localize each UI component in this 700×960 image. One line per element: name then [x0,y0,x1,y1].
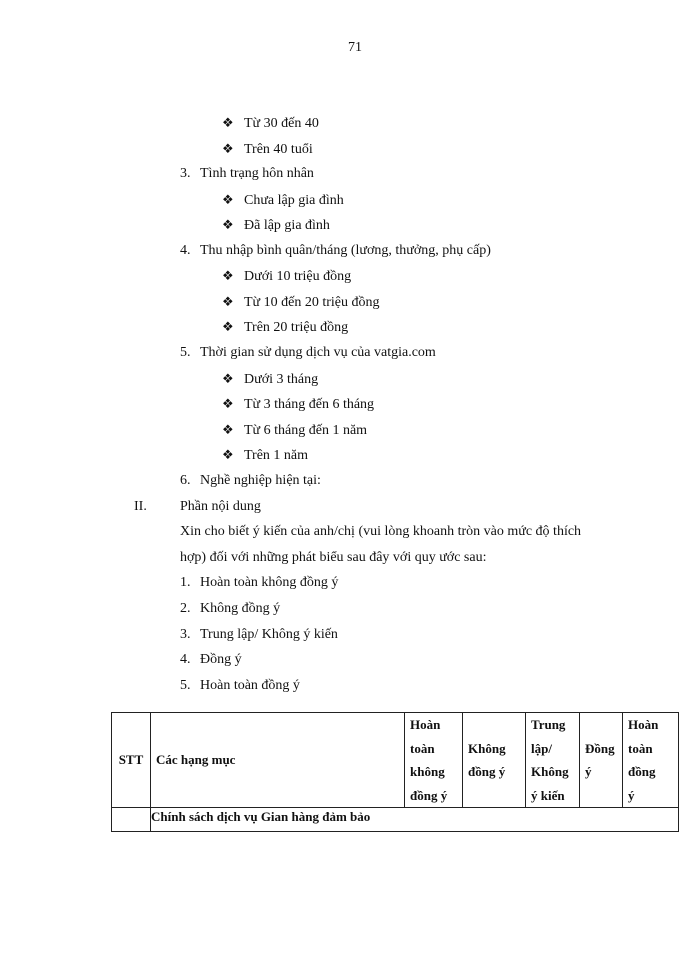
header-neutral: Trung lập/ Không ý kiến [526,713,580,808]
diamond-bullet-icon: ❖ [222,422,234,437]
scale-item: 4. Đồng ý [180,652,242,667]
diamond-bullet-icon: ❖ [222,319,234,334]
diamond-bullet-icon: ❖ [222,217,234,232]
list-item: ❖ Dưới 3 tháng [222,371,319,387]
page-number: 71 [348,40,362,55]
question-3: 3. Tình trạng hôn nhân [180,166,314,181]
header-agree: Đồng ý [580,713,623,808]
scale-item: 1. Hoàn toàn không đồng ý [180,575,339,590]
list-item: ❖ Chưa lập gia đình [222,192,344,208]
table-cell [112,808,151,832]
scale-item: 2. Không đồng ý [180,601,281,616]
question-4: 4. Thu nhập bình quân/tháng (lương, thưởng, phụ cấp) [180,243,491,258]
diamond-bullet-icon: ❖ [222,371,234,386]
list-item: ❖ Từ 3 tháng đến 6 tháng [222,396,375,412]
scale-item: 3. Trung lập/ Không ý kiến [180,627,338,642]
header-stt: STT [112,713,151,808]
diamond-bullet-icon: ❖ [222,192,234,207]
list-item: ❖ Từ 30 đến 40 [222,115,319,131]
list-item: ❖ Từ 6 tháng đến 1 năm [222,422,368,438]
diamond-bullet-icon: ❖ [222,141,234,156]
diamond-bullet-icon: ❖ [222,268,234,283]
list-item: ❖ Từ 10 đến 20 triệu đồng [222,294,380,310]
diamond-bullet-icon: ❖ [222,396,234,411]
section-heading: II. Phần nội dung [134,499,261,514]
header-strongly-agree: Hoàn toàn đồng ý [623,713,679,808]
list-item: ❖ Dưới 10 triệu đồng [222,268,352,284]
diamond-bullet-icon: ❖ [222,294,234,309]
header-items: Các hạng mục [151,713,405,808]
header-strongly-disagree: Hoàn toàn không đồng ý [405,713,463,808]
list-item: ❖ Trên 20 triệu đồng [222,319,349,335]
intro-text-line: hợp) đối với những phát biểu sau đây với quy ước sau: [180,550,487,565]
table-section-title: Chính sách dịch vụ Gian hàng đảm bảo [151,808,679,832]
header-disagree: Không đồng ý [463,713,526,808]
scale-item: 5. Hoàn toàn đồng ý [180,678,300,693]
diamond-bullet-icon: ❖ [222,447,234,462]
table-section-row [112,808,679,832]
list-item: ❖ Trên 40 tuổi [222,141,313,157]
table-header-row [112,713,679,808]
diamond-bullet-icon: ❖ [222,115,234,130]
list-item: ❖ Đã lập gia đình [222,217,330,233]
intro-text-line: Xin cho biết ý kiến của anh/chị (vui lòng khoanh tròn vào mức độ thích [180,524,582,539]
survey-table [111,712,679,832]
list-item: ❖ Trên 1 năm [222,447,309,463]
question-5: 5. Thời gian sử dụng dịch vụ của vatgia.com [180,345,436,360]
question-6: 6. Nghề nghiệp hiện tại: [180,473,321,488]
